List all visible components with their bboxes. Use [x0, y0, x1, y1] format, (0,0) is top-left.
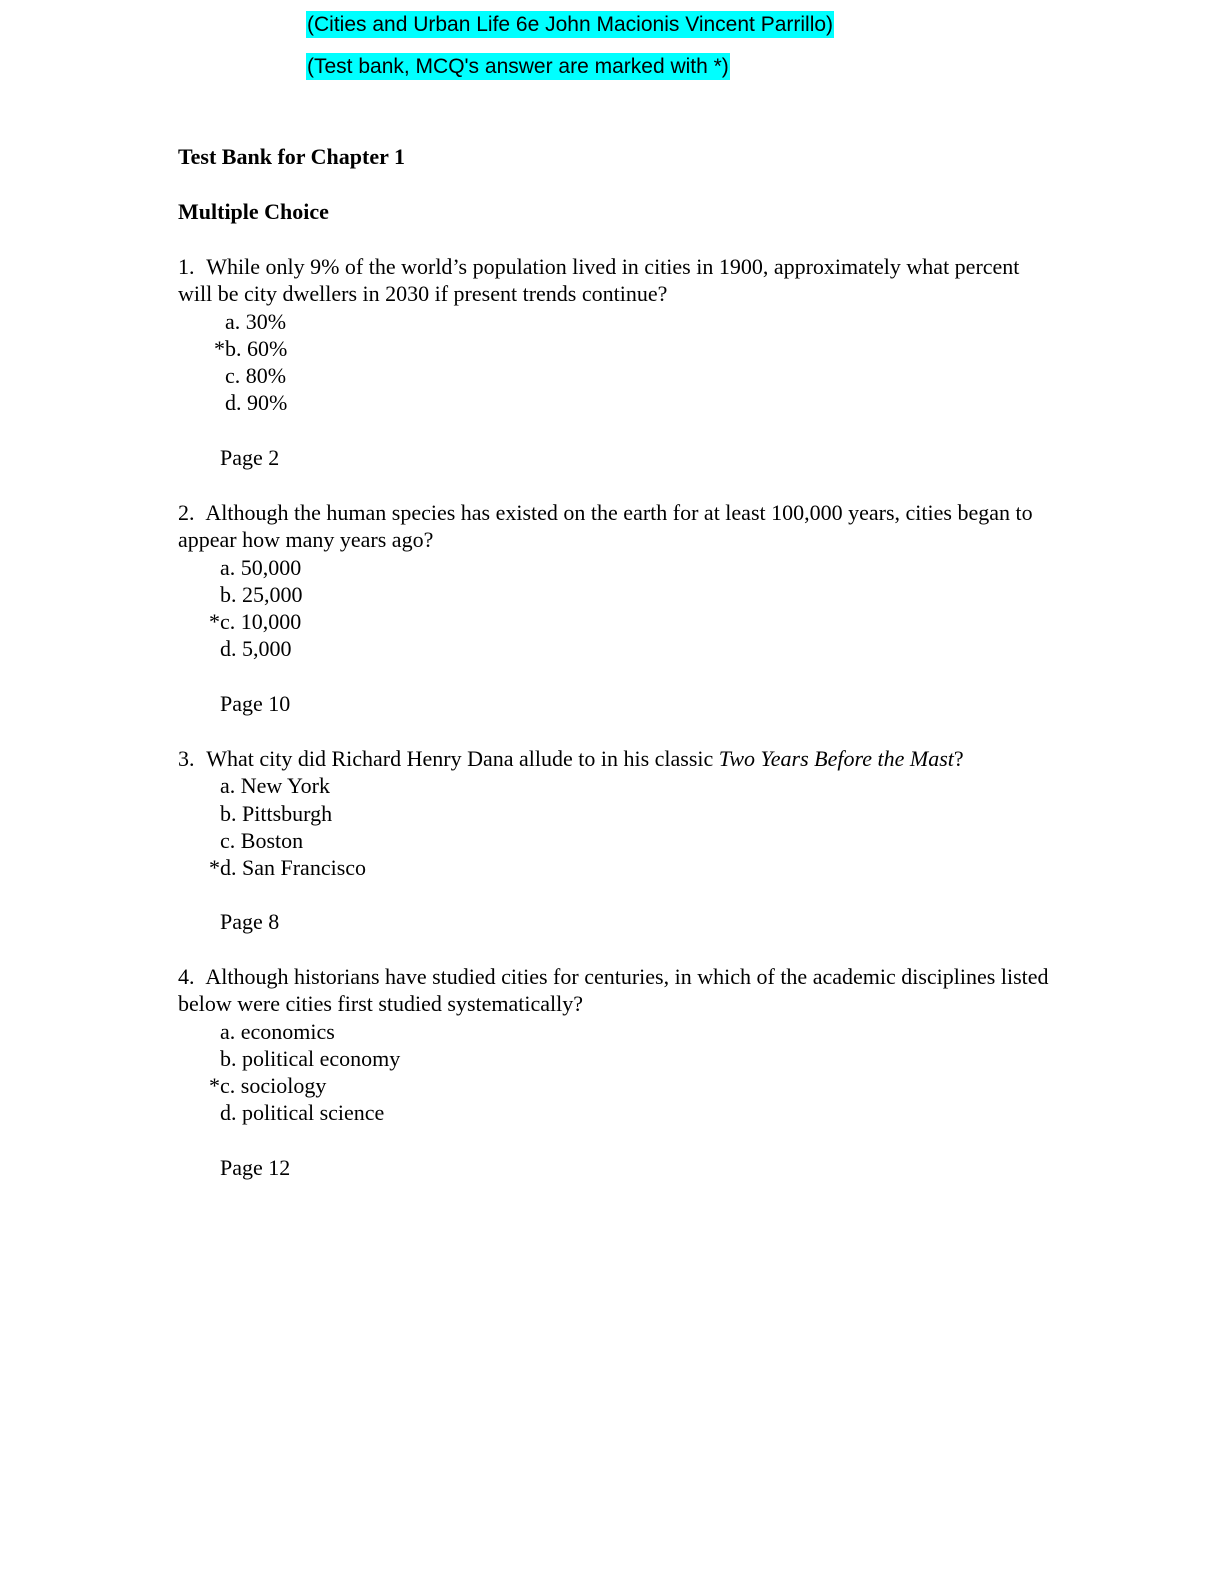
- option-text: b. Pittsburgh: [220, 800, 333, 826]
- page-title: Test Bank for Chapter 1: [178, 144, 405, 169]
- option-text: d. 90%: [225, 390, 288, 416]
- book-title: Two Years Before the Mast: [718, 746, 954, 771]
- answer-mark: *: [209, 855, 220, 881]
- option-b: [178, 581, 1058, 608]
- option-a: [178, 772, 1058, 799]
- question-2: [178, 499, 1058, 717]
- option-c: [178, 1072, 1058, 1099]
- page-reference: Page 10: [220, 690, 291, 716]
- question-4-text: [178, 963, 1058, 1018]
- option-text: c. 80%: [225, 363, 287, 389]
- option-c: [178, 608, 1058, 635]
- answer-mark: *: [209, 609, 220, 635]
- option-c: [178, 827, 1058, 854]
- option-d: [178, 389, 1058, 416]
- option-text: b. political economy: [220, 1045, 401, 1071]
- option-b: [178, 800, 1058, 827]
- question-3: [178, 745, 1058, 936]
- question-1-text: [178, 253, 1058, 308]
- question-number: 2.: [178, 500, 195, 525]
- question-stem-end: ?: [953, 746, 964, 771]
- answer-mark: *: [214, 335, 225, 361]
- option-text: b. 60%: [225, 335, 288, 361]
- question-number: 4.: [178, 964, 195, 989]
- page-reference: Page 2: [220, 444, 280, 470]
- option-d: [178, 854, 1058, 881]
- section-heading: Multiple Choice: [178, 199, 329, 224]
- option-a: [178, 1018, 1058, 1045]
- option-a: [178, 554, 1058, 581]
- option-a: [178, 308, 1058, 335]
- question-number: 1.: [178, 254, 195, 279]
- option-b: [178, 1045, 1058, 1072]
- option-c: [178, 362, 1058, 389]
- question-2-text: [178, 499, 1058, 554]
- option-text: b. 25,000: [220, 581, 303, 607]
- question-stem: What city did Richard Henry Dana allude to in his classic: [206, 746, 719, 771]
- option-text: c. sociology: [220, 1073, 327, 1099]
- option-text: c. 10,000: [220, 609, 302, 635]
- option-text: a. 30%: [225, 308, 287, 334]
- question-stem: Although the human species has existed on the earth for at least 100,000 years, cities began to appear how many years ago?: [178, 500, 1033, 553]
- option-text: d. political science: [220, 1100, 385, 1126]
- option-d: [178, 1099, 1058, 1126]
- question-stem: Although historians have studied cities for centuries, in which of the academic disciplines listed below were cities first studied systematically?: [178, 964, 1049, 1017]
- page-reference: Page 8: [220, 909, 280, 935]
- header-highlight-line-2: (Test bank, MCQ's answer are marked with *): [307, 55, 729, 78]
- option-text: a. 50,000: [220, 554, 302, 580]
- question-stem: While only 9% of the world’s population lived in cities in 1900, approximately what percent will be city dwellers in 2030 if present trends continue?: [178, 254, 1020, 307]
- answer-mark: *: [209, 1073, 220, 1099]
- option-text: d. San Francisco: [220, 855, 367, 881]
- option-d: [178, 635, 1058, 662]
- option-text: a. New York: [220, 773, 330, 799]
- header-highlight-line-1: (Cities and Urban Life 6e John Macionis Vincent Parrillo): [307, 13, 834, 36]
- question-1: [178, 253, 1058, 471]
- option-text: d. 5,000: [220, 636, 292, 662]
- question-4: [178, 963, 1058, 1181]
- question-3-text: [178, 745, 1058, 772]
- option-b: [178, 335, 1058, 362]
- question-number: 3.: [178, 746, 195, 771]
- option-text: c. Boston: [220, 827, 304, 853]
- page-reference: Page 12: [220, 1154, 291, 1180]
- option-text: a. economics: [220, 1018, 335, 1044]
